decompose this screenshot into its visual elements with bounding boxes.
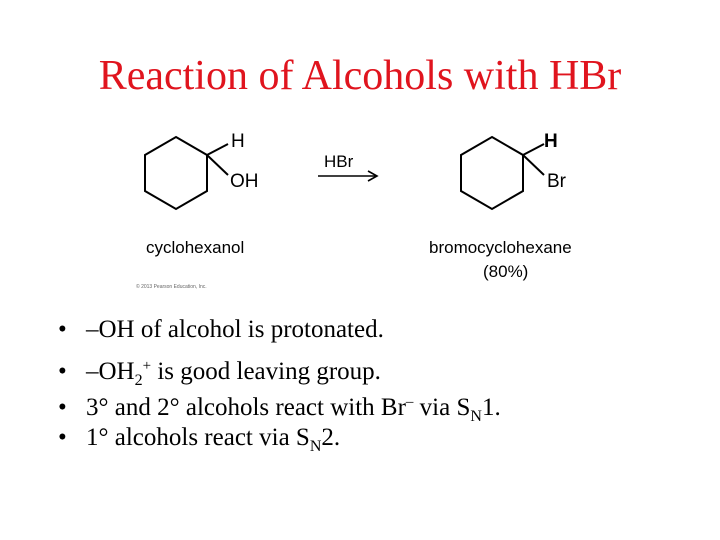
product-h-label: H [544,131,558,152]
reactant-name: cyclohexanol [146,238,245,257]
reaction-scheme [120,120,600,300]
slide-title: Reaction of Alcohols with HBr [98,53,622,99]
superscript: + [142,358,152,374]
reactant-oh-label: OH [230,171,259,192]
bullet-text: via S [413,394,471,421]
bullet-symbol: • [58,424,67,451]
product-yield: (80%) [483,262,529,281]
bullet-symbol: • [58,316,67,343]
subscript: N [470,408,482,425]
reactant-h-label: H [231,131,245,152]
bullet-text: is good leaving group. [151,358,381,385]
subscript: 2 [134,372,143,389]
bullet-item [58,312,501,348]
reagent-label: HBr [324,152,354,171]
bullet-symbol: • [58,394,67,421]
bullet-text: 1° alcohols react via S [86,424,310,451]
product-name: bromocyclohexane [429,238,572,257]
bullet-item [58,348,501,389]
bullet-list [58,312,501,456]
cyclohexane-ring-product [461,137,544,209]
bullet-text: 1. [481,394,501,421]
bullet-item [58,420,501,456]
reaction-arrow [318,171,377,181]
bullet-text: 3° and 2° alcohols react with Br [86,394,406,421]
cyclohexane-ring-reactant [145,137,228,209]
bullet-symbol: • [58,358,67,385]
bullet-text: 2. [321,424,341,451]
bullet-item [58,384,501,425]
copyright-note: © 2013 Pearson Education, Inc. [136,284,207,290]
product-br-label: Br [547,171,566,192]
bullet-text: –OH of alcohol is protonated. [86,316,384,343]
superscript: – [405,394,414,410]
subscript: N [309,438,322,455]
bullet-text: –OH [86,358,135,385]
